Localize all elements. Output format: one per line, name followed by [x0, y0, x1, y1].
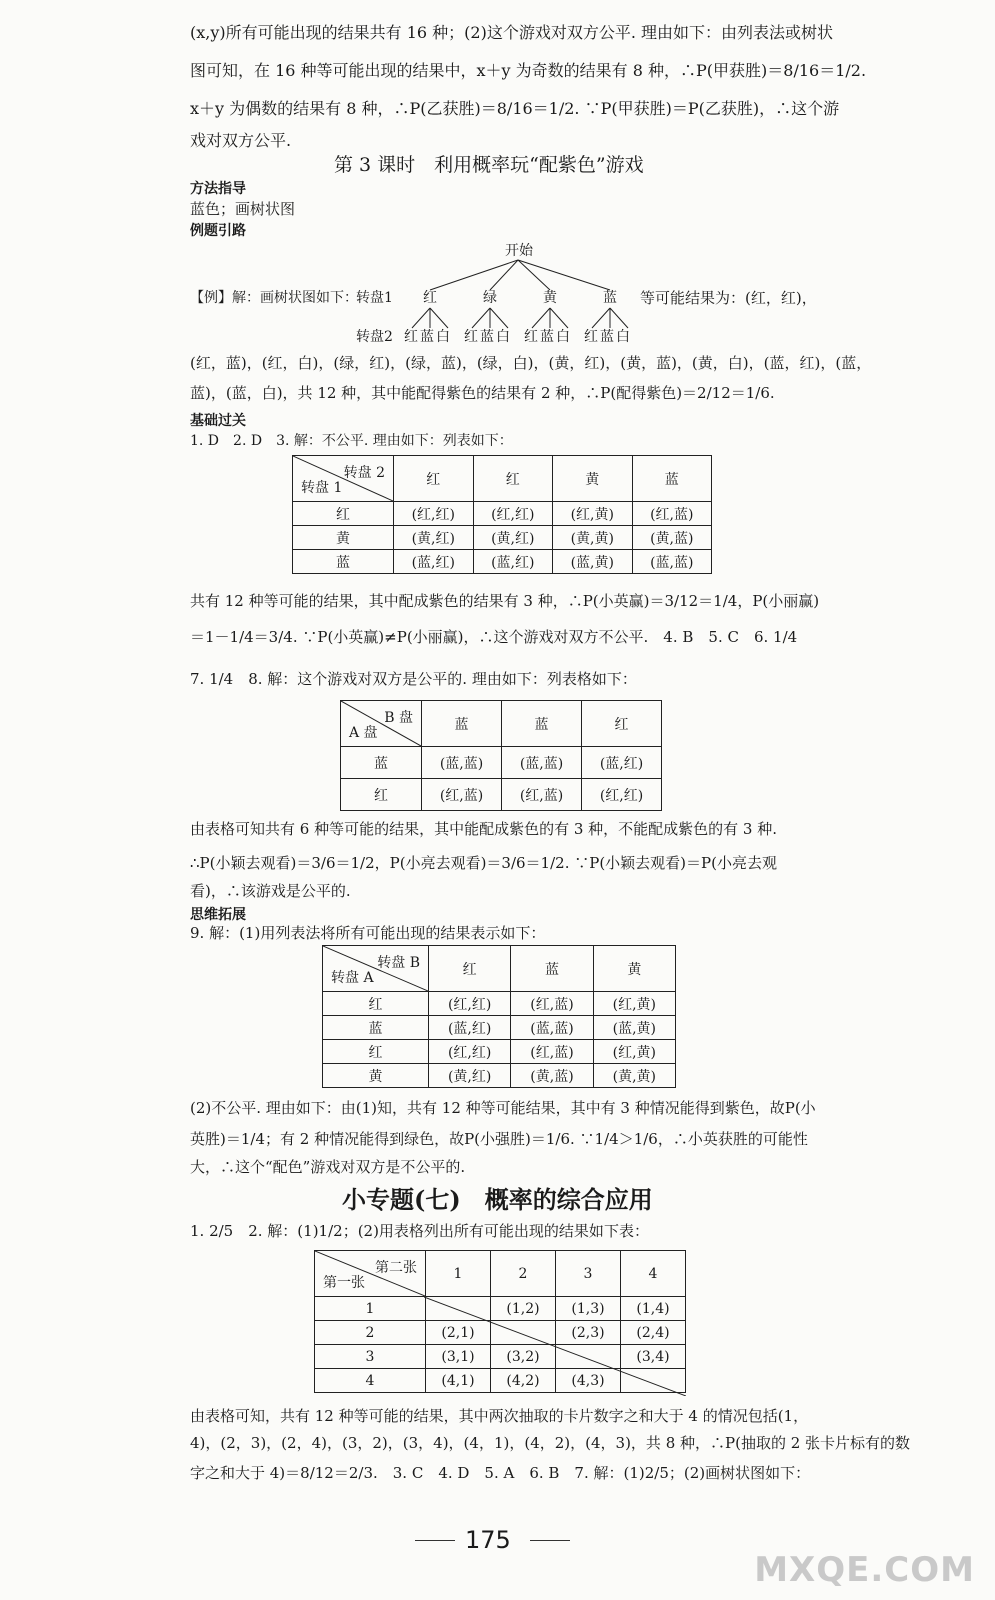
table-cell: (红,黄): [553, 502, 633, 526]
table-2: [340, 700, 662, 811]
tree-leaves: [524, 326, 572, 346]
table-cell: (红,红): [429, 992, 511, 1016]
table-row: [293, 526, 712, 550]
table-col-header: 红: [394, 456, 474, 502]
page-number-rule: [415, 1540, 455, 1541]
table-header-cell: [315, 1251, 426, 1297]
row-label: 蓝: [341, 747, 422, 779]
table-cell: (红,蓝): [632, 502, 712, 526]
text-line: 由表格可知共有 6 种等可能的结果，其中能配成紫色的有 3 种，不能配成紫色的有 3 种.: [190, 820, 778, 838]
method-text: 蓝色；画树状图: [190, 200, 296, 218]
table-cell: (红,蓝): [511, 992, 593, 1016]
row-label: 红: [323, 992, 429, 1016]
table-cell: (黄,黄): [593, 1064, 675, 1088]
table-cell: (1,2): [491, 1297, 556, 1321]
table-3: [322, 945, 676, 1088]
table-row: [323, 1064, 676, 1088]
table-cell: (3,4): [621, 1345, 686, 1369]
lesson-title: 第 3 课时 利用概率玩“配紫色”游戏: [334, 154, 644, 176]
table-cell: (黄,红): [473, 526, 553, 550]
table-header-left: A 盘: [349, 725, 378, 741]
table-cell: (红,红): [473, 502, 553, 526]
text-line: 图可知，在 16 种等可能出现的结果中，x＋y 为奇数的结果有 8 种，∴P(甲获胜)＝8/16＝1/2.: [190, 61, 867, 80]
tree-leaf: 红: [524, 329, 540, 345]
tree-leaf: 蓝: [600, 329, 616, 345]
table-cell: (蓝,蓝): [632, 550, 712, 574]
text-line: 戏对双方公平.: [190, 131, 292, 150]
table-col-header: 蓝: [422, 701, 502, 747]
text-line: 英胜)＝1/4；有 2 种情况能得到绿色，故P(小强胜)＝1/6. ∵1/4＞1/6，∴小英获胜的可能性: [190, 1130, 808, 1148]
table-row: [293, 502, 712, 526]
table-cell: (4,1): [426, 1369, 491, 1393]
table-row: [293, 550, 712, 574]
table-col-header: 红: [582, 701, 662, 747]
table-cell: (黄,红): [429, 1064, 511, 1088]
text-line: ＝1－1/4＝3/4. ∵P(小英赢)≠P(小丽赢)，∴这个游戏对双方不公平. 4. B 5. C 6. 1/4: [190, 628, 798, 646]
table-header-top: 转盘 2: [343, 465, 385, 481]
table-cell: (红,蓝): [422, 779, 502, 811]
table-col-header: 黄: [553, 456, 633, 502]
table-col-header: 1: [426, 1251, 491, 1297]
text-line: 1. 2/5 2. 解：(1)1/2；(2)用表格列出所有可能出现的结果如下表：: [190, 1222, 649, 1240]
table-cell: (黄,黄): [553, 526, 633, 550]
table-cell: (蓝,红): [582, 747, 662, 779]
tree-leaves: [404, 326, 452, 346]
row-label: 黄: [293, 526, 394, 550]
text-line: 字之和大于 4)＝8/12＝2/3. 3. C 4. D 5. A 6. B 7. 解：(1)2/5；(2)画树状图如下：: [190, 1464, 811, 1482]
row-label: 红: [323, 1040, 429, 1064]
table-row: [341, 747, 662, 779]
text-line: 蓝)，(蓝，白)，共 12 种，其中能配得紫色的结果有 2 种，∴P(配得紫色)＝2/12＝1/6.: [190, 384, 775, 402]
table-cell: (蓝,黄): [553, 550, 633, 574]
table-header-left: 第一张: [323, 1275, 365, 1291]
table-row: [323, 1016, 676, 1040]
tree-node: 黄: [543, 290, 557, 306]
table-cell: (黄,红): [394, 526, 474, 550]
tree-node: 绿: [483, 290, 497, 306]
tree-leaves: [464, 326, 512, 346]
row-label: 蓝: [293, 550, 394, 574]
table-cell: (红,蓝): [511, 1040, 593, 1064]
table-cell: (蓝,红): [429, 1016, 511, 1040]
table-4-diagonal: [424, 1297, 686, 1396]
row-label: 红: [293, 502, 394, 526]
table-cell: (黄,蓝): [632, 526, 712, 550]
table-col-header: 2: [491, 1251, 556, 1297]
table-header-cell: [293, 456, 394, 502]
tree-leaf: 红: [464, 329, 480, 345]
table-row: [341, 779, 662, 811]
page-number: 175: [465, 1526, 511, 1554]
tree-leaf: 蓝: [540, 329, 556, 345]
table-cell: (2,3): [556, 1321, 621, 1345]
table-cell: (1,4): [621, 1297, 686, 1321]
table-cell: (红,黄): [593, 1040, 675, 1064]
section-heading: 思维拓展: [190, 907, 246, 923]
table-cell: (红,黄): [593, 992, 675, 1016]
page-number-rule: [530, 1540, 570, 1541]
tree-leaf: 白: [616, 329, 632, 345]
table-cell: (蓝,黄): [593, 1016, 675, 1040]
table-cell: (蓝,蓝): [422, 747, 502, 779]
table-header-cell: [323, 946, 429, 992]
text-line: (x,y)所有可能出现的结果共有 16 种；(2)这个游戏对双方公平. 理由如下：由列表法或树状: [190, 23, 834, 42]
text-line: (2)不公平. 理由如下：由(1)知，共有 12 种等可能结果，其中有 3 种情况能得到紫色，故P(小: [190, 1099, 816, 1117]
table-cell: (红,蓝): [502, 779, 582, 811]
table-row: [323, 992, 676, 1016]
table-cell: (红,红): [394, 502, 474, 526]
table-col-header: 3: [556, 1251, 621, 1297]
text-line: (红，蓝)，(红，白)，(绿，红)，(绿，蓝)，(绿，白)，(黄，红)，(黄，蓝)，(黄，白)，(蓝，红)，(蓝，: [190, 354, 872, 372]
tree-level1-label: 转盘1: [356, 290, 393, 306]
row-label: 蓝: [323, 1016, 429, 1040]
table-cell: (蓝,红): [473, 550, 553, 574]
equal-results: 等可能结果为：(红，红)，: [640, 289, 817, 307]
tree-node: 红: [423, 290, 437, 306]
row-label: 3: [315, 1345, 426, 1369]
section-heading: 基础过关: [190, 413, 246, 429]
text-line: 共有 12 种等可能的结果，其中配成紫色的结果有 3 种，∴P(小英赢)＝3/12＝1/4，P(小丽赢): [190, 592, 820, 610]
row-label: 1: [315, 1297, 426, 1321]
tree-leaf: 白: [436, 329, 452, 345]
table-header-top: 转盘 B: [377, 955, 420, 971]
text-line: 7. 1/4 8. 解：这个游戏对双方是公平的. 理由如下：列表格如下：: [190, 670, 637, 688]
table-cell: (1,3): [556, 1297, 621, 1321]
table-cell: (蓝,蓝): [502, 747, 582, 779]
table-cell: (红,红): [582, 779, 662, 811]
table-col-header: 蓝: [502, 701, 582, 747]
table-cell: (4,2): [491, 1369, 556, 1393]
table-col-header: 黄: [593, 946, 675, 992]
table-col-header: 蓝: [511, 946, 593, 992]
table-cell: (蓝,红): [394, 550, 474, 574]
tree-leaf: 白: [496, 329, 512, 345]
table-row: [323, 1040, 676, 1064]
tree-leaf: 蓝: [420, 329, 436, 345]
text-line: 由表格可知，共有 12 种等可能的结果，其中两次抽取的卡片数字之和大于 4 的情况包括(1，: [190, 1407, 809, 1425]
text-line: 大，∴这个“配色”游戏对双方是不公平的.: [190, 1158, 466, 1176]
row-label: 4: [315, 1369, 426, 1393]
text-line: 1. D 2. D 3. 解：不公平. 理由如下：列表如下：: [190, 433, 513, 449]
table-header-left: 转盘 A: [331, 970, 374, 986]
table-col-header: 4: [621, 1251, 686, 1297]
table-header-left: 转盘 1: [301, 480, 343, 496]
table-cell: (红,红): [429, 1040, 511, 1064]
table-col-header: 红: [473, 456, 553, 502]
watermark: MXQE.COM: [754, 1550, 975, 1590]
table-cell: (2,1): [426, 1321, 491, 1345]
table-cell: (黄,蓝): [511, 1064, 593, 1088]
table-col-header: 红: [429, 946, 511, 992]
row-label: 黄: [323, 1064, 429, 1088]
table-cell: (2,4): [621, 1321, 686, 1345]
text-line: x＋y 为偶数的结果有 8 种，∴P(乙获胜)＝8/16＝1/2. ∵P(甲获胜)＝P(乙获胜)，∴这个游: [190, 99, 840, 118]
tree-leaf: 蓝: [480, 329, 496, 345]
text-line: 9. 解：(1)用列表法将所有可能出现的结果表示如下：: [190, 924, 546, 942]
table-cell: (蓝,蓝): [511, 1016, 593, 1040]
table-header-top: 第二张: [375, 1260, 417, 1276]
tree-leaf: 红: [404, 329, 420, 345]
text-line: 4)，(2，3)，(2，4)，(3，2)，(3，4)，(4，1)，(4，2)，(4，3)，共 8 种，∴P(抽取的 2 张卡片标有的数: [190, 1434, 911, 1452]
tree-leaf: 白: [556, 329, 572, 345]
text-line: ∴P(小颖去观看)＝3/6＝1/2，P(小亮去观看)＝3/6＝1/2. ∵P(小颖去观看)＝P(小亮去观: [190, 854, 777, 872]
row-label: 2: [315, 1321, 426, 1345]
table-header-cell: [341, 701, 422, 747]
text-line: 看)，∴该游戏是公平的.: [190, 882, 351, 900]
example-lead: 【例】解：画树状图如下：: [190, 290, 358, 306]
tree-leaf: 红: [584, 329, 600, 345]
table-col-header: 蓝: [632, 456, 712, 502]
table-cell: (3,2): [491, 1345, 556, 1369]
table-cell: (3,1): [426, 1345, 491, 1369]
section-heading: 例题引路: [190, 223, 246, 239]
table-header-top: B 盘: [384, 710, 413, 726]
table-cell: (4,3): [556, 1369, 621, 1393]
topic-title: 小专题(七) 概率的综合应用: [342, 1185, 653, 1214]
tree-leaves: [584, 326, 632, 346]
row-label: 红: [341, 779, 422, 811]
section-heading: 方法指导: [190, 181, 246, 197]
tree-node: 蓝: [603, 290, 617, 306]
tree-root: 开始: [505, 243, 533, 259]
tree-level2-label: 转盘2: [356, 329, 393, 345]
table-1: [292, 455, 712, 574]
